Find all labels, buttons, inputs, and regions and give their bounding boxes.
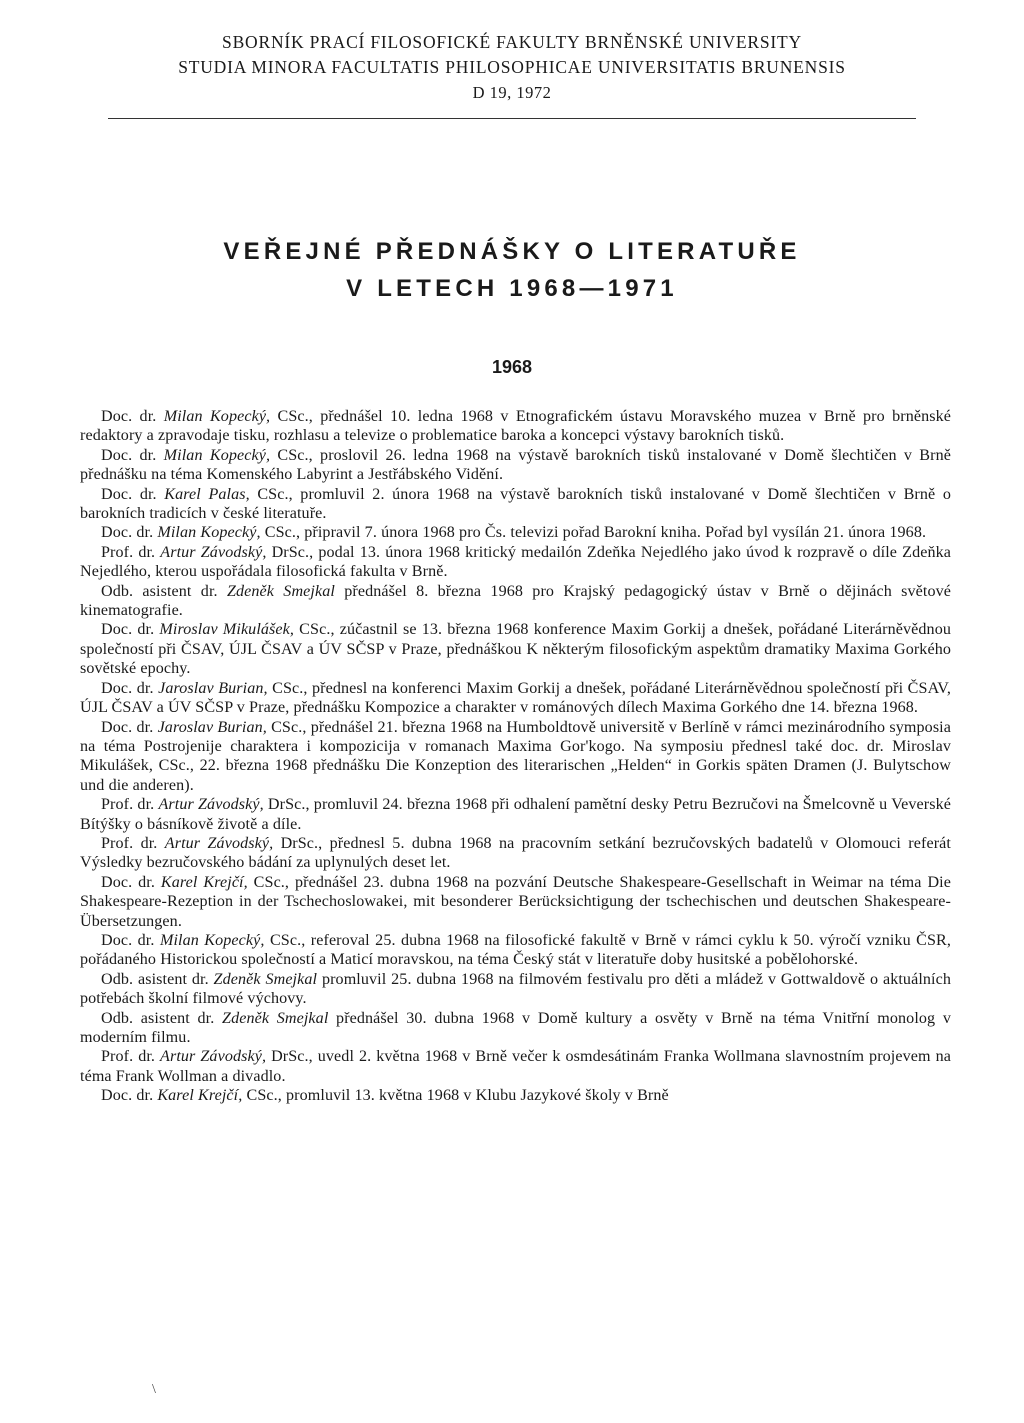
entry-title-prefix: Doc. dr. [101,1087,158,1105]
lecturer-name: Artur Závodský, [160,1048,267,1066]
entry-text: CSc., zúčastnil se 13. března 1968 konference Maxim Gorkij a dnešek, pořádané Literárněvědnou společností při ČSAV, ÚJL ČSAV a ÚV SČSP v Praze, přednáškou K některým filosofickým aspektům dramatiky Maxima Gorkého sovětské epochy. [80,621,951,678]
entry-text: CSc., referoval 25. dubna 1968 na filosofické fakultě v Brně v rámci cyklu k 50. výročí vzniku ČSR, pořádaného Historickou společností a Maticí moravskou, na téma Český stát v literatuře doby husitské a pobělohorské. [80,931,952,969]
entry-title-prefix: Prof. dr. [101,543,161,561]
entry-text: DrSc., promluvil 24. března 1968 při odhalení pamětní desky Petru Bezručovi na Šmelcovně u Veverské Bítýšky o básníkově životě a díle. [80,796,951,833]
lecture-entry [80,620,951,678]
lecture-list [80,407,951,1106]
entry-text: CSc., přednášel 10. ledna 1968 v Etnografickém ústavu Moravského muzea v Brně pro brněnské redaktory a zpravodaje tisku, rozhlasu a televize o problematice baroka a koncepci výstavy barokních tisků. [80,408,951,445]
entry-title-prefix: Prof. dr. [101,796,159,814]
header-line-3: D 19, 1972 [472,83,552,102]
lecturer-name: Miroslav Mikulášek, [159,621,295,639]
entry-title-prefix: Odb. asistent dr. [101,582,227,600]
lecturer-name: Artur Závodský, [164,834,274,852]
entry-title-prefix: Prof. dr. [101,834,165,852]
entry-text: CSc., připravil 7. února 1968 pro Čs. televizi pořad Barokní kniha. Pořad byl vysílán 21. února 1968. [260,524,927,542]
lecture-entry [80,931,951,970]
lecturer-name: Milan Kopecký, [163,446,271,464]
entry-text: DrSc., podal 13. února 1968 kritický medailón Zdeňka Nejedlého jako úvod k rozpravě o díle Zdeňka Nejedlého, kterou uspořádala filosofická fakulta v Brně. [80,543,952,581]
entry-title-prefix: Doc. dr. [101,931,160,949]
entry-text: CSc., proslovil 26. ledna 1968 na výstavě barokních tisků instalované v Domě šlechtičen v Brně přednášku na téma Komenského Labyrint a Jestřábského Vidění. [80,446,951,484]
entry-title-prefix: Odb. asistent dr. [101,970,214,988]
lecturer-name: Zdeněk Smejkal [222,1009,329,1027]
lecture-entry [80,970,951,1009]
entry-title-prefix: Doc. dr. [101,408,164,425]
lecturer-name: Karel Palas, [164,485,250,503]
entry-title-prefix: Doc. dr. [101,485,165,503]
lecturer-name: Milan Kopecký, [163,408,271,425]
entry-text: CSc., promluvil 13. května 1968 v Klubu Jazykové školy v Brně [242,1087,669,1105]
lecture-entry [80,795,951,834]
lecturer-name: Karel Krejčí, [160,873,248,891]
entry-text: CSc., přednášel 21. března 1968 na Humboldtově universitě v Berlíně v rámci mezinárodního symposia na téma Postrojenije charaktera i kompozicija v romanach Maxima Gor'kogo. Na symposiu přednesl také doc. dr. Miroslav Mikulášek, CSc., 22. března 1968 přednášku Die Konzeption des literarischen „Helden“ in Gorkis späten Dramen (J. Bulytschow und die anderen). [80,718,951,794]
lecture-entry [80,1009,951,1048]
entry-title-prefix: Doc. dr. [101,873,161,891]
entry-title-prefix: Odb. asistent dr. [101,1009,223,1027]
entry-title-prefix: Doc. dr. [101,718,158,736]
lecture-entry [80,1047,951,1086]
journal-header [0,30,1024,105]
entry-title-prefix: Doc. dr. [101,621,160,639]
title-line-2: V LETECH 1968—1971 [346,275,678,302]
entry-title-prefix: Prof. dr. [101,1048,161,1066]
lecture-entry [80,834,951,873]
entry-text: DrSc., přednesl 5. dubna 1968 na pracovním setkání bezručovských badatelů v Olomouci referát Výsledky bezručovského bádání za uplynulých deset let. [80,834,951,872]
lecture-entry [80,582,951,621]
article-title [0,233,1024,307]
lecturer-name: Milan Kopecký, [157,524,261,542]
lecture-entry [80,718,951,796]
lecture-entry [80,446,951,485]
stray-mark: \ [152,1382,156,1397]
entry-title-prefix: Doc. dr. [101,679,159,697]
entry-text: DrSc., uvedl 2. května 1968 v Brně večer k osmdesátinám Franka Wollmana slavnostním projevem na téma Frank Wollman a divadlo. [80,1048,951,1085]
header-line-1: SBORNÍK PRACÍ FILOSOFICKÉ FAKULTY BRNĚNSKÉ UNIVERSITY [222,32,802,52]
entry-title-prefix: Doc. dr. [101,524,158,542]
lecturer-name: Zdeněk Smejkal [226,582,335,600]
entry-title-prefix: Doc. dr. [101,446,164,464]
lecture-entry [80,1086,951,1105]
lecture-entry [80,543,951,582]
entry-text: promluvil 25. dubna 1968 na filmovém festivalu pro děti a mládež v Gottwaldově o aktuálních potřebách školní filmové výchovy. [80,970,951,1008]
lecture-entry [80,407,951,446]
year-heading: 1968 [491,357,533,377]
lecture-entry [80,523,951,542]
lecturer-name: Artur Závodský, [158,796,264,814]
lecturer-name: Milan Kopecký, [159,931,265,949]
entry-text: CSc., promluvil 2. února 1968 na výstavě barokních tisků instalované v Domě šlechtičen v Brně o barokních tradicích v české literatuře. [80,485,952,523]
lecturer-name: Zdeněk Smejkal [213,970,318,988]
entry-text: CSc., přednášel 23. dubna 1968 na pozvání Deutsche Shakespeare-Gesellschaft in Weimar na téma Die Shakespeare-Rezeption in der Tschechoslowakei, mit besonderer Berücksichtigung der tschechischen und deutschen Shakespeare-Übersetzungen. [80,873,951,930]
title-line-1: VEŘEJNÉ PŘEDNÁŠKY O LITERATUŘE [223,238,801,265]
lecture-entry [80,873,951,931]
lecturer-name: Artur Závodský, [160,543,267,561]
entry-text: přednášel 8. března 1968 pro Krajský pedagogický ústav v Brně o dějinách světové kinematografie. [80,582,951,620]
header-rule [108,118,916,119]
lecturer-name: Karel Krejčí, [157,1087,243,1105]
lecturer-name: Jaroslav Burian, [157,718,267,736]
entry-text: CSc., přednesl na konferenci Maxim Gorkij a dnešek, pořádané Literárněvědnou společností při ČSAV, ÚJL ČSAV a ÚV SČSP v Praze, přednášku Kompozice a charakter v románových dílech Maxima Gorkého dne 14. března 1968. [80,679,951,717]
lecture-entry [80,679,951,718]
lecture-entry [80,485,951,524]
entry-text: přednášel 30. dubna 1968 v Domě kultury a osvěty v Brně na téma Vnitřní monolog v moderním filmu. [80,1009,951,1046]
header-line-2: STUDIA MINORA FACULTATIS PHILOSOPHICAE UNIVERSITATIS BRUNENSIS [178,57,846,77]
lecturer-name: Jaroslav Burian, [158,679,268,697]
